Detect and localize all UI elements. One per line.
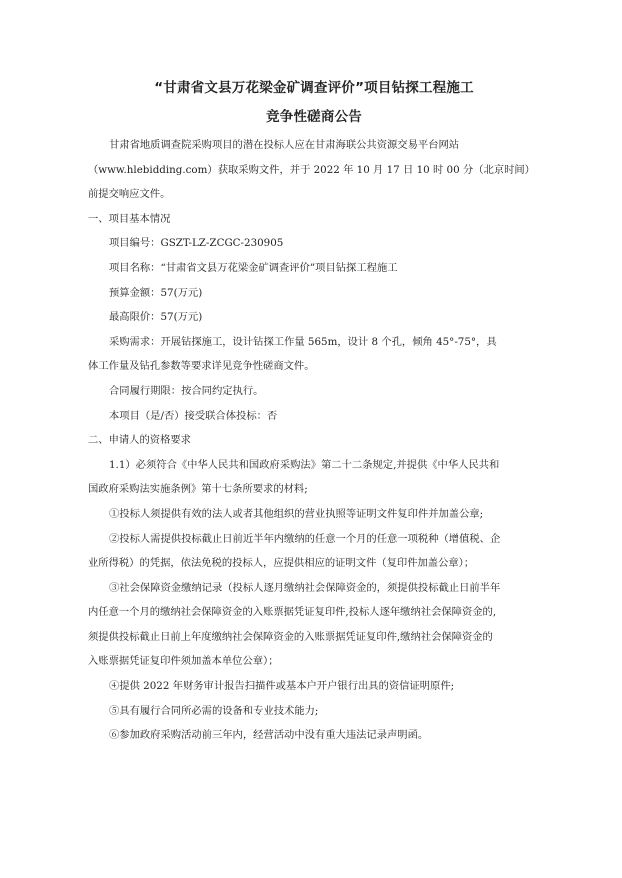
requirement-item-3-line-4: 入账票据凭证复印件须加盖本单位公章）； <box>88 655 279 668</box>
requirement-item-2-line-1: ②投标人需提供投标截止日前近半年内缴纳的任意一个月的任意一项税种（增值税、企 <box>109 532 501 545</box>
intro-line-2: （www.hlebidding.com）获取采购文件，并于 2022 年 10 月 17 日 10 时 00 分（北京时间） <box>88 163 535 176</box>
requirement-1-1-line-1: 1.1）必须符合《中华人民共和国政府采购法》第二十二条规定,并提供《中华人民共和 <box>109 458 500 471</box>
requirement-item-2-line-2: 业所得税）的凭据，依法免税的投标人，应提供相应的证明文件（复印件加盖公章）； <box>88 557 475 570</box>
requirement-item-1: ①投标人须提供有效的法人或者其他组织的营业执照等证明文件复印件并加盖公章; <box>109 507 484 520</box>
requirement-item-6: ⑥参加政府采购活动前三年内，经营活动中没有重大违法记录声明函。 <box>109 729 429 742</box>
document-title: “甘肃省文县万花梁金矿调查评价”项目钻探工程施工 <box>154 80 474 96</box>
contract-period: 合同履行期限：按合同约定执行。 <box>109 384 264 397</box>
requirement-item-3-line-3: 须提供投标截止日前上年度缴纳社会保障资金的入账票据凭证复印件,缴纳社会保障资金的 <box>88 630 493 643</box>
budget-amount: 预算金额：57(万元) <box>109 286 203 299</box>
document-subtitle: 竞争性磋商公告 <box>266 109 362 125</box>
procurement-demand-line-1: 采购需求：开展钻探施工，设计钻探工作量 565m，设计 8 个孔，倾角 45°-75°，具 <box>109 335 497 348</box>
section-heading-basic-info: 一、项目基本情况 <box>88 212 171 225</box>
procurement-demand-line-2: 体工作量及钻孔参数等要求详见竞争性磋商文件。 <box>88 360 315 373</box>
announcement-document <box>88 78 540 748</box>
requirement-item-4: ④提供 2022 年财务审计报告扫描件或基本户开户银行出具的资信证明原件; <box>109 680 455 693</box>
consortium-bid: 本项目（是/否）接受联合体投标：否 <box>109 409 278 422</box>
intro-line-3: 前提交响应文件。 <box>88 188 171 201</box>
project-number: 项目编号：GSZT-LZ-ZCGC-230905 <box>109 237 284 250</box>
requirement-1-1-line-2: 国政府采购法实施条例》第十七条所要求的材料; <box>88 483 308 496</box>
intro-line-1: 甘肃省地质调查院采购项目的潜在投标人应在甘肃海联公共资源交易平台网站 <box>109 139 460 151</box>
section-heading-qualifications: 二、申请人的资格要求 <box>88 434 191 447</box>
requirement-item-5: ⑤具有履行合同所必需的设备和专业技术能力; <box>109 704 319 717</box>
requirement-item-3-line-2: 内任意一个月的缴纳社会保障资金的入账票据凭证复印件,投标人逐年缴纳社会保障资金的, <box>88 606 497 619</box>
project-name: 项目名称：“甘肃省文县万花梁金矿调查评价”项目钻探工程施工 <box>109 261 398 274</box>
max-price: 最高限价：57(万元) <box>109 311 203 324</box>
requirement-item-3-line-1: ③社会保障资金缴纳记录（投标人逐月缴纳社会保障资金的，须提供投标截止日前半年 <box>109 581 501 594</box>
